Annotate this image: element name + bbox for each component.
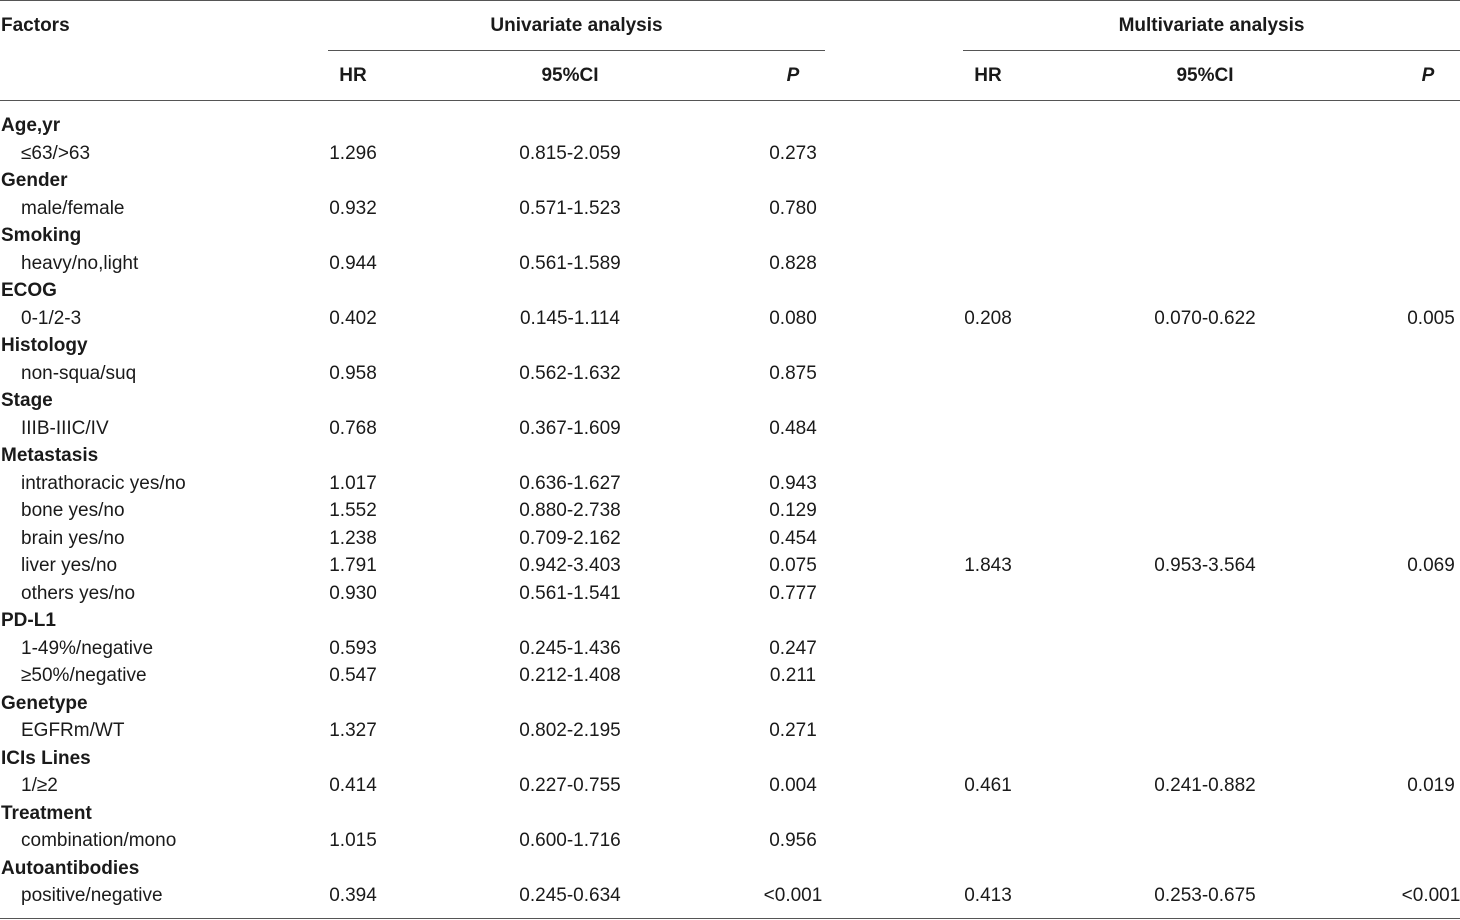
univariate-ci-cell: 0.145-1.114 <box>519 308 620 329</box>
univariate-ci-cell: 0.561-1.589 <box>519 253 621 274</box>
univariate-hr-cell: 0.944 <box>329 253 377 274</box>
multivariate-hr-cell: 0.413 <box>964 885 1012 906</box>
univariate-ci-cell: 0.367-1.609 <box>519 418 621 439</box>
univariate-hr-cell: 0.547 <box>329 665 377 686</box>
factor-category-label: ECOG <box>1 280 57 301</box>
univariate-hr-cell: 0.593 <box>329 638 377 659</box>
univariate-hr-cell: 1.327 <box>329 720 377 741</box>
factor-subgroup-label: brain yes/no <box>21 528 125 549</box>
univariate-hr-cell: 0.414 <box>329 775 377 796</box>
univariate-p-cell: 0.004 <box>769 775 817 796</box>
header-multivariate: Multivariate analysis <box>1118 15 1305 36</box>
univariate-p-cell: <0.001 <box>763 885 823 906</box>
multivariate-p-cell: <0.001 <box>1401 885 1460 906</box>
factor-subgroup-label: positive/negative <box>21 885 163 906</box>
header-univariate-ci: 95%CI <box>541 65 599 86</box>
multivariate-ci-cell: 0.953-3.564 <box>1154 555 1256 576</box>
factor-category-label: Genetype <box>1 693 88 714</box>
multivariate-ci-cell: 0.070-0.622 <box>1154 308 1256 329</box>
factor-subgroup-label: combination/mono <box>21 830 177 851</box>
header-factors: Factors <box>1 15 70 36</box>
factor-subgroup-label: 1-49%/negative <box>21 638 154 659</box>
univariate-ci-cell: 0.571-1.523 <box>519 198 621 219</box>
univariate-hr-cell: 1.015 <box>329 830 377 851</box>
factor-subgroup-label: IIIB-IIIC/IV <box>21 418 109 439</box>
univariate-ci-cell: 0.636-1.627 <box>519 473 621 494</box>
univariate-p-cell: 0.247 <box>769 638 817 659</box>
univariate-underline <box>328 50 825 51</box>
factor-category-label: ICIs Lines <box>1 748 91 769</box>
univariate-hr-cell: 0.394 <box>329 885 377 906</box>
factor-category-label: PD-L1 <box>1 610 56 631</box>
univariate-p-cell: 0.273 <box>769 143 817 164</box>
univariate-p-cell: 0.075 <box>769 555 817 576</box>
header-bottom-rule <box>0 100 1460 101</box>
univariate-ci-cell: 0.561-1.541 <box>519 583 621 604</box>
univariate-hr-cell: 0.932 <box>329 198 377 219</box>
univariate-ci-cell: 0.227-0.755 <box>519 775 621 796</box>
factor-subgroup-label: ≥50%/negative <box>21 665 147 686</box>
univariate-ci-cell: 0.880-2.738 <box>519 500 621 521</box>
factor-subgroup-label: others yes/no <box>21 583 136 604</box>
univariate-p-cell: 0.828 <box>769 253 817 274</box>
univariate-hr-cell: 1.552 <box>329 500 377 521</box>
factor-subgroup-label: intrathoracic yes/no <box>21 473 186 494</box>
factor-subgroup-label: heavy/no,light <box>21 253 139 274</box>
factor-subgroup-label: liver yes/no <box>21 555 118 576</box>
multivariate-p-cell: 0.019 <box>1407 775 1455 796</box>
factor-subgroup-label: ≤63/>63 <box>21 143 91 164</box>
univariate-hr-cell: 0.402 <box>329 308 377 329</box>
factor-subgroup-label: male/female <box>21 198 125 219</box>
univariate-p-cell: 0.875 <box>769 363 817 384</box>
univariate-p-cell: 0.454 <box>769 528 817 549</box>
header-multivariate-ci: 95%CI <box>1176 65 1234 86</box>
univariate-hr-cell: 1.017 <box>329 473 377 494</box>
univariate-hr-cell: 1.238 <box>329 528 377 549</box>
univariate-p-cell: 0.080 <box>769 308 817 329</box>
multivariate-hr-cell: 0.208 <box>964 308 1012 329</box>
factor-category-label: Treatment <box>1 803 92 824</box>
univariate-hr-cell: 1.791 <box>329 555 377 576</box>
header-univariate-hr: HR <box>339 65 367 86</box>
factor-subgroup-label: EGFRm/WT <box>21 720 125 741</box>
multivariate-ci-cell: 0.253-0.675 <box>1154 885 1256 906</box>
univariate-p-cell: 0.777 <box>769 583 817 604</box>
multivariate-underline <box>963 50 1460 51</box>
univariate-ci-cell: 0.562-1.632 <box>519 363 621 384</box>
univariate-ci-cell: 0.709-2.162 <box>519 528 621 549</box>
univariate-hr-cell: 1.296 <box>329 143 377 164</box>
univariate-ci-cell: 0.212-1.408 <box>519 665 621 686</box>
multivariate-ci-cell: 0.241-0.882 <box>1154 775 1256 796</box>
top-rule <box>0 0 1460 1</box>
factor-subgroup-label: 0-1/2-3 <box>21 308 82 329</box>
factor-subgroup-label: 1/≥2 <box>21 775 58 796</box>
multivariate-p-cell: 0.069 <box>1407 555 1455 576</box>
factor-subgroup-label: non-squa/suq <box>21 363 137 384</box>
multivariate-p-cell: 0.005 <box>1407 308 1455 329</box>
univariate-ci-cell: 0.245-1.436 <box>519 638 621 659</box>
factor-category-label: Metastasis <box>1 445 99 466</box>
univariate-p-cell: 0.211 <box>769 665 817 686</box>
univariate-hr-cell: 0.958 <box>329 363 377 384</box>
univariate-hr-cell: 0.768 <box>329 418 377 439</box>
bottom-rule <box>0 918 1460 919</box>
header-univariate: Univariate analysis <box>490 15 663 36</box>
multivariate-hr-cell: 0.461 <box>964 775 1012 796</box>
header-multivariate-p: P <box>1421 65 1435 86</box>
univariate-hr-cell: 0.930 <box>329 583 377 604</box>
factor-category-label: Age,yr <box>1 115 61 136</box>
univariate-ci-cell: 0.600-1.716 <box>519 830 621 851</box>
univariate-p-cell: 0.271 <box>769 720 817 741</box>
factor-category-label: Histology <box>1 335 88 356</box>
univariate-p-cell: 0.484 <box>769 418 817 439</box>
univariate-ci-cell: 0.802-2.195 <box>519 720 621 741</box>
univariate-ci-cell: 0.245-0.634 <box>519 885 621 906</box>
factor-category-label: Smoking <box>1 225 82 246</box>
univariate-p-cell: 0.956 <box>769 830 817 851</box>
factor-category-label: Stage <box>1 390 53 411</box>
factor-category-label: Autoantibodies <box>1 858 140 879</box>
header-univariate-p: P <box>786 65 800 86</box>
factor-subgroup-label: bone yes/no <box>21 500 125 521</box>
univariate-p-cell: 0.780 <box>769 198 817 219</box>
univariate-ci-cell: 0.815-2.059 <box>519 143 621 164</box>
univariate-p-cell: 0.943 <box>769 473 817 494</box>
univariate-p-cell: 0.129 <box>769 500 817 521</box>
univariate-ci-cell: 0.942-3.403 <box>519 555 621 576</box>
multivariate-hr-cell: 1.843 <box>964 555 1012 576</box>
header-multivariate-hr: HR <box>974 65 1002 86</box>
factor-category-label: Gender <box>1 170 68 191</box>
